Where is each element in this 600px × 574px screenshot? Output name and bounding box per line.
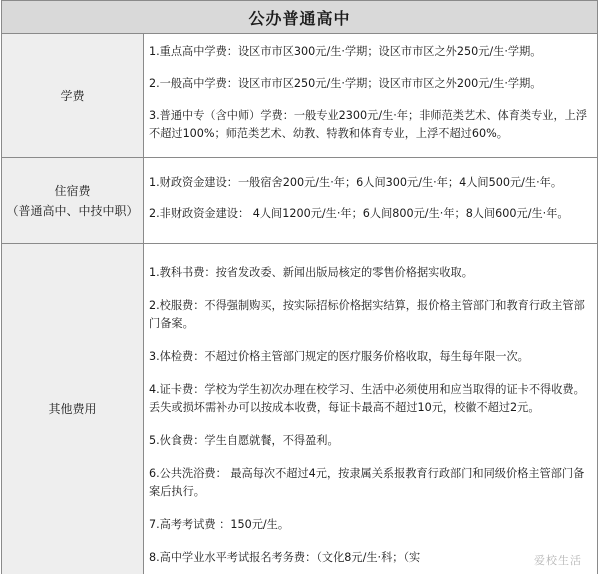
list-item: 4.证卡费：学校为学生初次办理在校学习、生活中必须使用和应当取得的证卡不得收费。丢失或损坏需补办可以按成本收费，每证卡最高不超过10元，校徽不超过2元。: [149, 383, 585, 414]
accommodation-items: [144, 158, 597, 243]
row-other-fees: [2, 244, 597, 574]
row-tuition: [2, 34, 597, 158]
table-title-row: [2, 0, 597, 34]
category-tuition: [2, 34, 144, 157]
category-sublabel: （普通高中、中技中职）: [6, 203, 139, 218]
other-fee-items: [144, 244, 597, 574]
category-label: 学费: [60, 88, 85, 103]
fee-table: [1, 0, 598, 574]
list-item: 3.普通中专（含中师）学费：一般专业2300元/生·年；非师范类艺术、体育类专业，上浮不超过100%；师范类艺术、幼教、特教和体育专业，上浮不超过60%。: [149, 109, 588, 140]
table-title: 公办普通高中: [248, 8, 351, 28]
tuition-items: [144, 34, 597, 157]
list-item: 2.校服费：不得强制购买，按实际招标价格据实结算，报价格主管部门和教育行政主管部门备案。: [149, 299, 585, 330]
list-item: 5.伙食费：学生自愿就餐，不得盈利。: [149, 434, 339, 447]
category-label: 住宿费: [54, 183, 91, 198]
row-accommodation: [2, 158, 597, 244]
list-item: 1.教科书费：按省发改委、新闻出版局核定的零售价格据实收取。: [149, 266, 473, 279]
category-label: 其他费用: [48, 402, 97, 416]
list-item: 6.公共洗浴费： 最高每次不超过4元，按隶属关系报教育行政部门和同级价格主管部门备案后执行。: [149, 467, 585, 498]
list-item: 1.财政资金建设：一般宿舍200元/生·年；6人间300元/生·年；4人间500元/生·年。: [149, 176, 563, 189]
list-item: 8.高中学业水平考试报名考务费：（文化8元/生·科；（实: [149, 551, 421, 564]
watermark: 爱校生活: [534, 554, 582, 567]
category-other: [2, 244, 144, 574]
list-item: 1.重点高中学费：设区市市区300元/生·学期；设区市市区之外250元/生·学期。: [149, 45, 542, 58]
list-item: 3.体检费：不超过价格主管部门规定的医疗服务价格收取，每生每年限一次。: [149, 350, 529, 363]
category-accommodation: [2, 158, 144, 243]
list-item: 2.非财政资金建设： 4人间1200元/生·年；6人间800元/生·年；8人间600元/生·年。: [149, 207, 569, 220]
list-item: 7.高考考试费 ：150元/生。: [149, 518, 290, 531]
list-item: 2.一般高中学费：设区市市区250元/生·学期；设区市市区之外200元/生·学期。: [149, 77, 542, 90]
